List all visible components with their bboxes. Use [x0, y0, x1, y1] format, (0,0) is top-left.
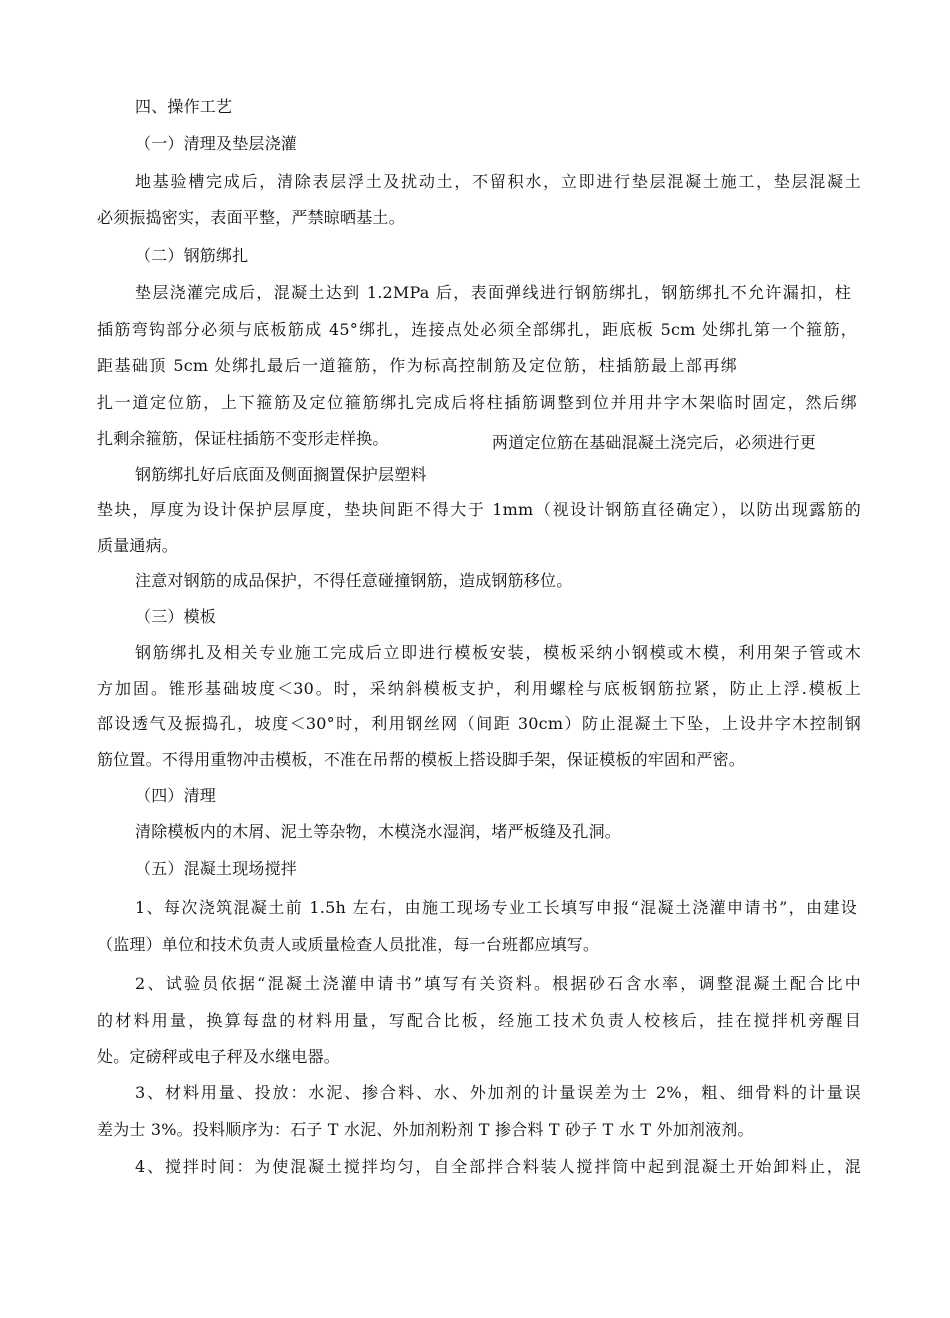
subsection-heading: （一）清理及垫层浇灌	[135, 134, 298, 153]
paragraph-line: （监理）单位和技术负责人或质量检查人员批准，每一台班都应填写。	[97, 935, 600, 954]
paragraph-line: 垫层浇灌完成后，混凝土达到 1.2MPa 后，表面弹线进行钢筋绑扎，钢筋绑扎不允许漏扣，柱	[135, 283, 851, 302]
paragraph-line: 3、材料用量、投放：水泥、掺合料、水、外加剂的计量误差为士 2%，粗、细骨料的计量误	[135, 1083, 861, 1102]
floating-text-fragment: 两道定位筋在基础混凝土浇完后，必须进行更	[492, 433, 817, 452]
subsection-heading: （三）模板	[135, 607, 217, 626]
paragraph-line: 差为士 3%。投料顺序为：石子 T 水泥、外加剂粉剂 T 掺合料 T 砂子 T 水 T 外加剂液剂。	[97, 1120, 754, 1139]
paragraph-line: 距基础顶 5cm 处绑扎最后一道箍筋，作为标高控制筋及定位筋，柱插筋最上部再绑	[97, 356, 737, 375]
paragraph-line: 必须振捣密实，表面平整，严禁晾晒基土。	[97, 208, 405, 227]
subsection-heading: （五）混凝土现场搅拌	[135, 859, 298, 878]
paragraph-line: 地基验槽完成后，清除表层浮土及扰动土，不留积水，立即进行垫层混凝土施工，垫层混凝土	[135, 172, 861, 191]
subsection-heading: （二）钢筋绑扎	[135, 246, 249, 265]
paragraph-line: 扎剩余箍筋，保证柱插筋不变形走样换。	[97, 429, 389, 448]
paragraph-line: 扎一道定位筋，上下箍筋及定位箍筋绑扎完成后将柱插筋调整到位并用井字木架临时固定，然后绑	[97, 393, 857, 412]
paragraph-line: 插筋弯钩部分必须与底板筋成 45°绑扎，连接点处必须全部绑扎，距底板 5cm 处绑扎第一个箍筋，	[97, 320, 857, 339]
paragraph-line: 的材料用量，换算每盘的材料用量，写配合比板，经施工技术负责人校核后，挂在搅拌机旁醒目	[97, 1011, 861, 1030]
paragraph-line: 1、每次浇筑混凝土前 1.5h 左右，由施工现场专业工长填写申报“混凝土浇灌申请书”，由建设	[135, 898, 857, 917]
paragraph-line: 筋位置。不得用重物冲击模板，不准在吊帮的模板上搭设脚手架，保证模板的牢固和严密。	[97, 750, 746, 769]
paragraph-line: 4、搅拌时间：为使混凝土搅拌均匀，自全部拌合料装人搅拌筒中起到混凝土开始卸料止，混	[135, 1157, 861, 1176]
paragraph-line: 处。定磅秤或电子秤及水继电器。	[97, 1047, 341, 1066]
paragraph-line: 部设透气及振捣孔，坡度＜30°时，利用钢丝网（间距 30cm）防止混凝土下坠，上设井字木控制钢	[97, 714, 861, 733]
paragraph-line: 垫块，厚度为设计保护层厚度，垫块间距不得大于 1mm（视设计钢筋直径确定），以防出现露筋的	[97, 500, 861, 519]
paragraph-line: 钢筋绑扎及相关专业施工完成后立即进行模板安装，模板采纳小钢模或木模，利用架子管或木	[135, 643, 861, 662]
paragraph-line: 方加固。锥形基础坡度＜30。时，采纳斜模板支护，利用螺栓与底板钢筋拉紧，防止上浮.模板上	[97, 679, 861, 698]
paragraph-line: 注意对钢筋的成品保护，不得任意碰撞钢筋，造成钢筋移位。	[135, 571, 573, 590]
paragraph-line: 2、试验员依据“混凝土浇灌申请书”填写有关资料。根据砂石含水率，调整混凝土配合比中	[135, 974, 861, 993]
subsection-heading: （四）清理	[135, 786, 217, 805]
paragraph-line: 钢筋绑扎好后底面及侧面搁置保护层塑料	[135, 465, 427, 484]
paragraph-line: 清除模板内的木屑、泥土等杂物，木模浇水湿润，堵严板缝及孔洞。	[135, 822, 622, 841]
paragraph-line: 质量通病。	[97, 536, 179, 555]
section-heading: 四、操作工艺	[135, 97, 233, 116]
